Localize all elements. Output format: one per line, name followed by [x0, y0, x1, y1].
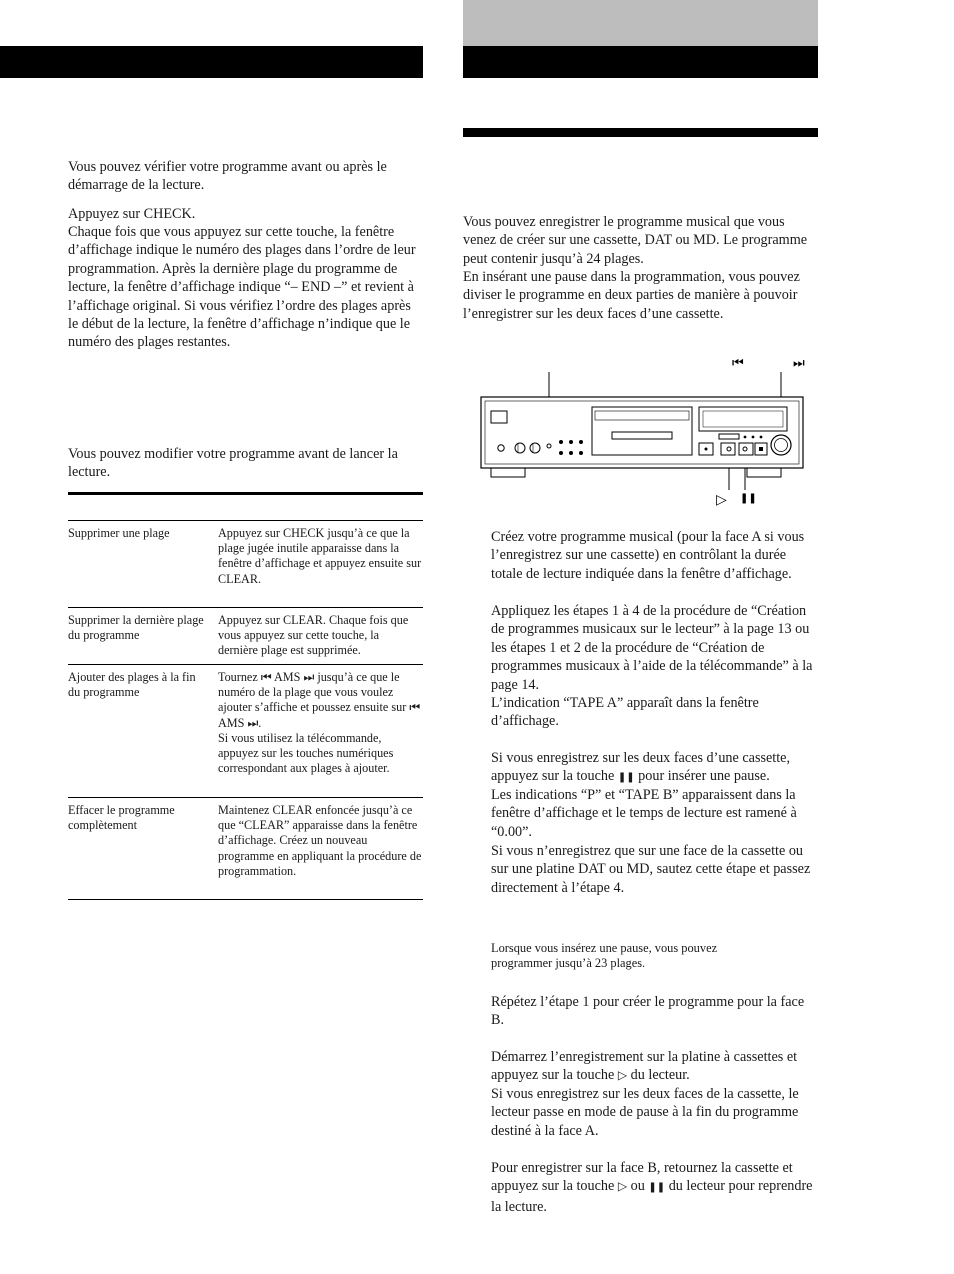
right-header-tab [463, 0, 818, 46]
record-intro-pause: En insérant une pause dans la programmation, vous pouvez diviser le programme en deux parties de manière à pouvoir l’enregistrer sur les deux faces d’une cassette. [463, 269, 800, 322]
note: Lorsque vous insérez une pause, vous pouvez programmer jusqu’à 23 plages. [491, 941, 718, 971]
pause-icon: ❚❚ [740, 493, 757, 504]
table-row-2-action: Supprimer la dernière plage du programme [68, 613, 204, 643]
next-track-icon: ⏭ [247, 715, 259, 730]
step-1-result: L’indication “TAPE A” apparaît dans la fenêtre d’affichage. [491, 695, 759, 730]
table-row-4-how: Maintenez CLEAR enfoncée jusqu’à ce que “CLEAR” apparaisse dans la fenêtre d’affichage. Créez un nouveau programme en appliquant la procédure de programmation. [218, 803, 422, 878]
table-row-1-action: Supprimer une plage [68, 526, 170, 540]
step-4-result: Si vous enregistrez sur les deux faces de la cassette, le lecteur passe en mode de pause à la fin du programme destiné à la face A. [491, 1086, 799, 1139]
next-track-icon: ⏭ [793, 356, 805, 371]
play-icon: ▷ [716, 492, 727, 508]
play-icon: ▷ [617, 1068, 628, 1083]
table-top-rule [68, 492, 423, 495]
play-icon: ▷ [617, 1179, 628, 1194]
check-instruction: Appuyez sur CHECK. [68, 206, 196, 222]
cd-player-illustration [475, 364, 815, 514]
check-description: Chaque fois que vous appuyez sur cette touche, la fenêtre d’affichage indique le numéro des plages dans l’ordre de leur programmation. Après la dernière plage du programme de lecture, la fenêtre d’affichage indique “– END –” et revient à l’affichage original. Si vous vérifiez l’ordre des plages après le début de la lecture, la fenêtre d’affichage n’indique que le numéro des plages restantes. [68, 224, 416, 351]
table-row-3-how: Tournez ⏮ AMS ⏭ jusqu’à ce que le numéro de la plage que vous voulez ajouter s’affiche et poussez ensuite sur ⏮ AMS ⏭. Si vous utilisez la télécommande, appuyez sur les touches numériques correspondant aux plages à ajouter. [218, 670, 421, 776]
table-row-divider [68, 664, 423, 665]
table-bottom-rule [68, 899, 423, 900]
table-row-divider [68, 607, 423, 608]
step-3: Répétez l’étape 1 pour créer le programme pour la face B. [491, 994, 805, 1029]
next-track-icon: ⏭ [303, 670, 315, 684]
step-1-details: Appliquez les étapes 1 à 4 de la procédure de “Création de programmes musicaux sur le lecteur” à la page 13 ou les étapes 1 et 2 de la procédure de “Création de programmes musicaux à l’aide de la télécommande” à la page 14. [491, 603, 813, 693]
step-2-result: Les indications “P” et “TAPE B” apparaissent dans la fenêtre d’affichage et le temps de lecture est ramené à “0.00”. [491, 787, 797, 840]
step-1: Créez votre programme musical (pour la face A si vous l’enregistrez sur une cassette) en contrôlant la durée totale de lecture indiquée dans la fenêtre d’affichage. [491, 529, 805, 582]
modify-intro: Vous pouvez modifier votre programme avant de lancer la lecture. [68, 446, 398, 481]
table-header-rule [68, 520, 423, 521]
prev-track-icon: ⏮ [409, 700, 421, 715]
step-4: Démarrez l’enregistrement sur la platine à cassettes et appuyez sur la touche ▷ du lecteur. [491, 1049, 798, 1084]
table-row-divider [68, 797, 423, 798]
step-2-skip: Si vous n’enregistrez que sur une face de la cassette ou sur une platine DAT ou MD, sautez cette étape et passez directement à l’étape 4. [491, 843, 811, 896]
prev-track-icon: ⏮ [260, 670, 272, 684]
check-intro: Vous pouvez vérifier votre programme avant ou après le démarrage de la lecture. [68, 159, 387, 194]
table-row-2-how: Appuyez sur CLEAR. Chaque fois que vous appuyez sur cette touche, la dernière plage est supprimée. [218, 613, 409, 658]
left-header-bar [0, 46, 423, 78]
prev-track-icon: ⏮ [732, 356, 744, 371]
pause-icon: ❚❚ [617, 772, 635, 784]
table-row-3-action: Ajouter des plages à la fin du programme [68, 670, 196, 700]
step-2: Si vous enregistrez sur les deux faces d’une cassette, appuyez sur la touche ❚❚ pour insérer une pause. [491, 750, 791, 785]
step-5: Pour enregistrer sur la face B, retournez la cassette et appuyez sur la touche ▷ ou ❚❚ du lecteur pour reprendre la lecture. [491, 1160, 813, 1215]
right-section-rule [463, 128, 818, 137]
pause-icon: ❚❚ [648, 1182, 666, 1194]
table-row-1-how: Appuyez sur CHECK jusqu’à ce que la plage jugée inutile apparaisse dans la fenêtre d’affichage et appuyez ensuite sur CLEAR. [218, 526, 422, 586]
right-header-bar [463, 46, 818, 78]
record-intro: Vous pouvez enregistrer le programme musical que vous venez de créer sur une cassette, DAT ou MD. Le programme peut contenir jusqu’à 24 plages. [463, 214, 808, 267]
table-row-4-action: Effacer le programme complètement [68, 803, 175, 833]
